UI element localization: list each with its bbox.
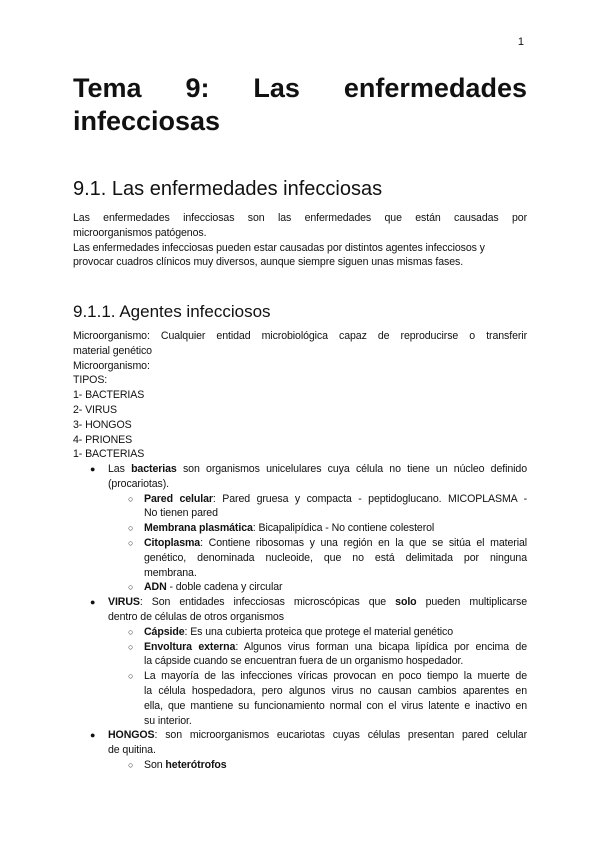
bullet-hollow-icon: ○ [128, 537, 134, 548]
title-word: Tema [73, 73, 142, 103]
section-heading: 9.1. Las enfermedades infecciosas [73, 178, 383, 200]
title-word: 9: [185, 73, 210, 103]
text-line: 1- BACTERIAS [73, 448, 145, 461]
text-line: la célula hospedadora, pero algunos virus no causan cambios aparentes en [144, 684, 527, 697]
list-item-mayoria [73, 669, 527, 728]
bullet-hollow-icon: ○ [128, 523, 134, 534]
title-word: enfermedades [343, 73, 527, 103]
text-line: Las enfermedades infecciosas pueden estar causadas por distintos agentes infecciosos y [73, 241, 485, 254]
bullet-hollow-icon: ○ [128, 671, 134, 682]
list-item-adn: ○ ADN - doble cadena y circular [128, 581, 283, 594]
bullet-filled-icon: ● [90, 464, 96, 474]
list-item-virus: ● VIRUS: Son entidades infecciosas microscópicas que solo pueden multiplicarse dentro de células de otros organismos [90, 596, 527, 623]
list-item-heterotrofos: ○ Son heterótrofos [128, 758, 227, 771]
text-line: 1- BACTERIAS [73, 389, 145, 402]
bullet-hollow-icon: ○ [128, 641, 134, 652]
text-line: La mayoría de las infecciones víricas provocan en poco tiempo la muerte de [144, 670, 527, 683]
list-item-hongos: ● HONGOS: son microorganismos eucariotas cuyas células presentan pared celular de quitina. [90, 729, 527, 757]
text-line: ella, que mantiene su funcionamiento normal con el virus latente e inactivo en [144, 699, 527, 712]
text-line: 2- VIRUS [73, 403, 117, 416]
bullet-filled-icon: ● [90, 597, 96, 608]
bullet-hollow-icon: ○ [128, 626, 134, 637]
list-item-envoltura: ○ Envoltura externa: Algunos virus forman una bicapa lipídica por encima de la cápside cuando se encuentran fuera de un organismo hospedador. [128, 640, 527, 668]
list-item-pared: ○ Pared celular: Pared gruesa y compacta - peptidoglucano. MICOPLASMA - No tienen pared [128, 492, 527, 520]
list-item-capside: ○ Cápside: Es una cubierta proteica que protege el material genético [128, 625, 454, 638]
subsection-heading: 9.1.1. Agentes infecciosos [73, 302, 271, 321]
text-line: Microorganismo: [73, 359, 150, 372]
list-item-membrana: ○ Membrana plasmática: Bicapalipídica - No contiene colesterol [128, 522, 435, 535]
text-line: Las enfermedades infecciosas son las enfermedades que están causadas por [73, 212, 527, 224]
bullet-hollow-icon: ○ [128, 582, 134, 593]
text-line: 3- HONGOS [73, 418, 132, 431]
bullet-hollow-icon: ○ [128, 759, 134, 770]
title-word: Las [253, 73, 300, 103]
document-title [73, 72, 527, 138]
page-number: 1 [517, 36, 524, 48]
text-line: su interior. [144, 714, 192, 727]
text-line: material genético [73, 344, 152, 357]
list-item-bacterias: ● Las bacterias son organismos unicelulares cuya célula no tiene un núcleo definido (procariotas). [90, 463, 527, 490]
agents-text [73, 329, 527, 462]
text-line: Microorganismo: Cualquier entidad microbiológica capaz de reproducirse o transferir [73, 330, 527, 342]
text-line: de quitina. [108, 744, 156, 757]
text-line: (procariotas). [108, 477, 170, 490]
text-line: TIPOS: [73, 374, 108, 387]
title-line-2: infecciosas [73, 106, 221, 136]
text-line: 4- PRIONES [73, 433, 133, 446]
text-line: membrana. [144, 566, 197, 579]
section-intro [73, 211, 527, 270]
text-line: No tienen pared [144, 507, 218, 520]
text-line: genético, denominada nucleoide, que no está delimitada por ninguna [144, 551, 527, 564]
bullet-hollow-icon: ○ [128, 493, 134, 504]
text-line: provocar cuadros clínicos muy diversos, aunque siempre siguen unas mismas fases. [73, 256, 464, 269]
text-line: microorganismos patógenos. [73, 226, 207, 239]
text-line: dentro de células de otros organismos [108, 610, 284, 623]
bullet-filled-icon: ● [90, 730, 96, 741]
text-line: la cápside cuando se encuentran fuera de un organismo hospedador. [144, 655, 464, 668]
list-item-citoplasma: ○ Citoplasma: Contiene ribosomas y una región en la que se sitúa el material genético, denominada nucleoide, que no está delimitada por ninguna membrana. [128, 536, 527, 579]
bullet-list [73, 462, 527, 773]
